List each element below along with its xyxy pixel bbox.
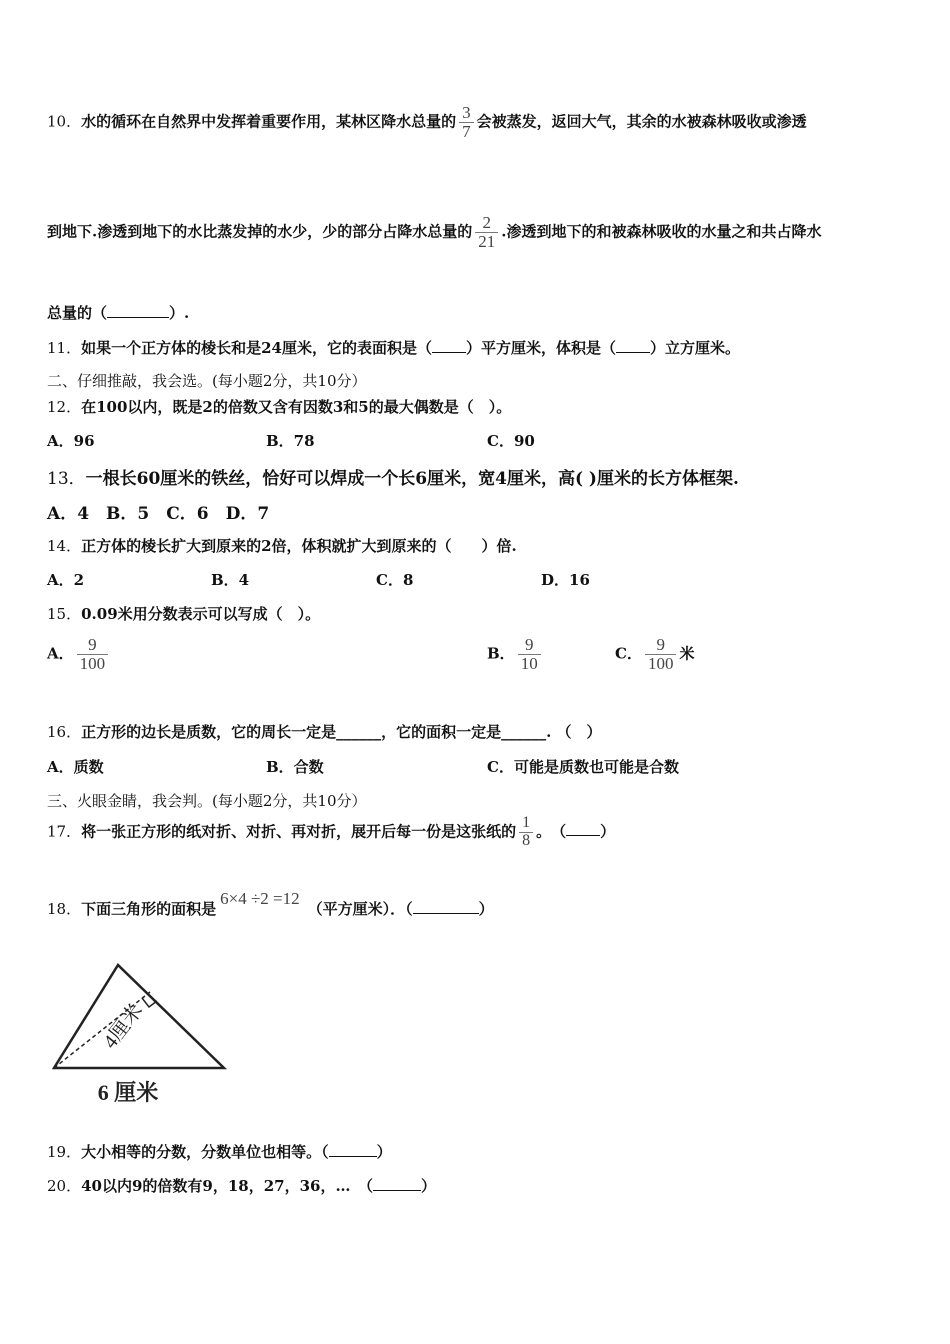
fraction-denominator: 7 (459, 122, 474, 141)
q20 (47, 1175, 436, 1196)
q17-text: 将一张正方形的纸对折、对折、再对折，展开后每一份是这张纸的 (81, 822, 517, 841)
q12-option-b[interactable]: B．78 (266, 432, 315, 450)
q18-number: 18． (47, 900, 82, 918)
option-unit: 米 (679, 644, 695, 663)
q17-number: 17． (47, 822, 82, 841)
q19 (47, 1141, 392, 1162)
q16-option-b[interactable]: B．合数 (266, 758, 324, 776)
fraction-denominator: 21 (475, 232, 498, 251)
q12-text: 在100以内，既是2的倍数又含有因数3和5的最大偶数是（ ）。 (81, 398, 512, 416)
q16 (47, 721, 602, 742)
fraction-numerator: 1 (522, 814, 531, 831)
q18-text-c: ） (478, 900, 494, 918)
q16-option-c[interactable]: C．可能是质数也可能是合数 (487, 758, 679, 776)
answer-blank[interactable] (566, 820, 600, 836)
q12-option-c[interactable]: C．90 (487, 432, 535, 450)
q11-text-a: 如果一个正方体的棱长和是24厘米，它的表面积是（ (81, 339, 432, 357)
q10-text-a: 水的循环在自然界中发挥着重要作用，某林区降水总量的 (81, 112, 457, 131)
q14-option-b[interactable]: B．4 (211, 571, 250, 589)
fraction-numerator: 2 (482, 213, 491, 232)
q11-number: 11． (47, 339, 82, 357)
answer-blank[interactable] (373, 1175, 421, 1191)
q10-number: 10． (47, 112, 82, 131)
q15-number: 15． (47, 605, 82, 623)
q10-line1 (47, 104, 807, 141)
q19-text: 大小相等的分数，分数单位也相等。（ (81, 1143, 329, 1161)
q10-text-d: .渗透到地下的和被森林吸收的水量之和共占降水 (501, 222, 822, 241)
q17-fraction-1-8 (519, 815, 533, 850)
option-fraction (645, 636, 677, 673)
fraction-denominator: 100 (77, 654, 109, 673)
q19-number: 19． (47, 1143, 82, 1161)
q16-number: 16． (47, 723, 82, 741)
section-2-heading: 二、仔细推敲，我会选。(每小题2分，共10分） (47, 372, 367, 390)
fraction-numerator: 9 (524, 635, 534, 654)
option-fraction (518, 636, 541, 673)
section-3-heading: 三、火眼金睛，我会判。(每小题2分，共10分） (47, 792, 367, 810)
q20-text-b: ） (420, 1177, 436, 1195)
fraction-numerator: 3 (462, 103, 471, 122)
q13-options[interactable]: A．4 B．5 C．6 D．7 (47, 504, 270, 524)
option-fraction (77, 636, 109, 673)
fraction-numerator: 9 (656, 635, 665, 654)
triangle-height-line (54, 992, 150, 1068)
q10-text-e: 总量的（ (47, 304, 108, 322)
q15-option-b[interactable] (487, 636, 544, 673)
q14-option-d[interactable]: D．16 (541, 571, 590, 589)
option-label: B． (487, 644, 515, 663)
triangle-figure (48, 958, 232, 1108)
q16-option-a[interactable]: A．质数 (47, 758, 104, 776)
q11-text-b: ）平方厘米，体积是（ (465, 339, 616, 357)
base-label: 6 厘米 (97, 1080, 159, 1105)
q15-option-c[interactable] (615, 636, 694, 673)
q10-text-b: 会被蒸发，返回大气，其余的水被森林吸收或渗透 (476, 112, 807, 131)
q15-option-a[interactable] (47, 636, 111, 673)
answer-blank[interactable] (107, 302, 169, 318)
q10-line2 (47, 214, 821, 251)
q10-line3 (47, 302, 189, 323)
q20-text: 40以内9的倍数有9，18，27，36，… （ (81, 1177, 373, 1195)
q11-text-c: ）立方厘米。 (650, 339, 741, 357)
option-label: A． (47, 644, 74, 663)
answer-blank[interactable] (616, 337, 650, 353)
fraction-denominator: 8 (519, 832, 533, 850)
q12-number: 12． (47, 398, 82, 416)
q15-text: 0.09米用分数表示可以写成（ ）。 (81, 605, 321, 623)
q18-text: 下面三角形的面积是 (81, 900, 217, 918)
q10-fraction-3-7 (459, 104, 474, 141)
q14-option-a[interactable]: A．2 (47, 571, 85, 589)
q19-text-b: ） (376, 1143, 392, 1161)
fraction-denominator: 100 (645, 654, 677, 673)
q15 (47, 603, 320, 624)
q14 (47, 535, 517, 556)
q13-number: 13． (47, 469, 86, 489)
height-label: 4厘米 (99, 999, 148, 1053)
fraction-numerator: 9 (88, 635, 97, 654)
q14-text: 正方体的棱长扩大到原来的2倍，体积就扩大到原来的（ ）倍. (81, 537, 517, 555)
q10-text-f: ）. (169, 304, 190, 322)
q17-text-b: 。 （ (536, 822, 567, 841)
q20-number: 20． (47, 1177, 82, 1195)
answer-blank[interactable] (432, 337, 466, 353)
q13 (47, 464, 739, 489)
q14-number: 14． (47, 537, 82, 555)
q17 (47, 815, 615, 850)
q11 (47, 337, 740, 358)
q16-text: 正方形的边长是质数，它的周长一定是______，它的面积一定是______. （ ） (81, 723, 602, 741)
q12-option-a[interactable]: A．96 (47, 432, 95, 450)
fraction-denominator: 10 (518, 654, 541, 673)
q10-fraction-2-21 (475, 214, 498, 251)
answer-blank[interactable] (329, 1141, 377, 1157)
answer-blank[interactable] (413, 898, 479, 914)
q10-text-c: 到地下.渗透到地下的水比蒸发掉的水少，少的部分占降水总量的 (47, 222, 473, 241)
q18 (47, 889, 494, 919)
q13-text: 一根长60厘米的铁丝，恰好可以焊成一个长6厘米，宽4厘米，高( )厘米的长方体框架. (85, 469, 739, 489)
area-formula: 6×4 ÷2 =12 (220, 889, 300, 908)
q18-text-b: （平方厘米）．（ (307, 900, 413, 918)
option-label: C． (615, 644, 642, 663)
q17-text-c: ） (600, 822, 616, 841)
q14-option-c[interactable]: C．8 (376, 571, 414, 589)
q12 (47, 396, 511, 417)
